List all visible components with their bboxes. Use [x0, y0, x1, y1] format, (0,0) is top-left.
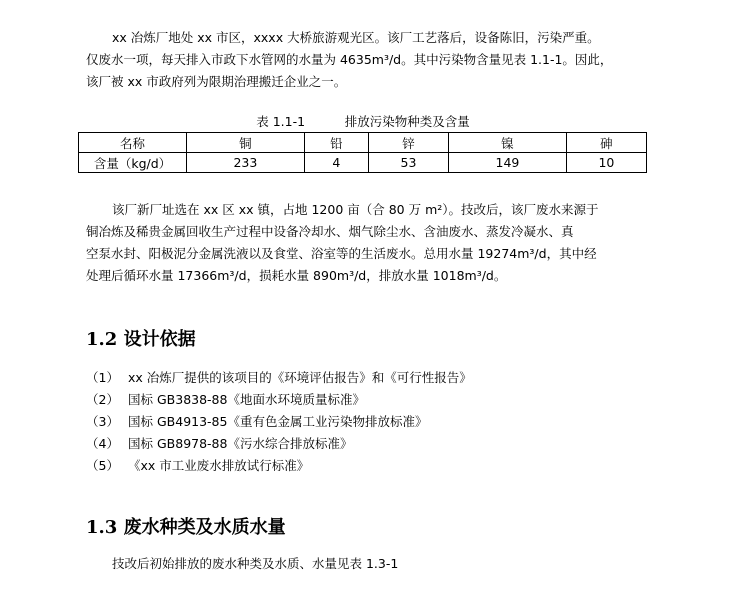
list-item — [86, 411, 472, 433]
section-heading-wastewater-types: 1.3 废水种类及水质水量 — [86, 517, 286, 538]
intro-line: xx 冶炼厂地处 xx 市区，xxxx 大桥旅游观光区。该厂工艺落后，设备陈旧，污染严重。 — [112, 30, 600, 45]
table-header-cell: 锌 — [368, 133, 448, 153]
table-header-cell: 铅 — [304, 133, 368, 153]
section-heading-design-basis: 1.2 设计依据 — [86, 329, 196, 350]
section-body-text: 技改后初始排放的废水种类及水质、水量见表 1.3-1 — [112, 556, 399, 571]
list-item-number: （1） — [86, 370, 119, 385]
list-item — [86, 389, 472, 411]
list-item-number: （3） — [86, 414, 119, 429]
relocation-line: 处理后循环水量 17366m³/d，损耗水量 890m³/d，排放水量 1018m³/d。 — [86, 268, 507, 283]
table-header-cell: 铜 — [187, 133, 305, 153]
list-item — [86, 455, 472, 477]
table-cell: 含量（kg/d） — [79, 153, 187, 173]
table-header-cell: 砷 — [566, 133, 646, 153]
intro-line: 仅废水一项，每天排入市政下水管网的水量为 4635m³/d。其中污染物含量见表 1.1-1。因此， — [86, 52, 613, 67]
table-cell: 10 — [566, 153, 646, 173]
table-header-cell: 名称 — [79, 133, 187, 153]
table-header-cell: 镍 — [449, 133, 567, 153]
table-caption: 表 1.1-1 排放污染物种类及含量 — [256, 114, 470, 129]
intro-line: 该厂被 xx 市政府列为限期治理搬迁企业之一。 — [86, 74, 347, 89]
table-row — [79, 153, 647, 173]
relocation-line: 铜冶炼及稀贵金属回收生产过程中设备冷却水、烟气除尘水、含油废水、蒸发冷凝水、真 — [86, 224, 574, 239]
list-item-text: 国标 GB3838-88《地面水环境质量标准》 — [128, 392, 365, 407]
table-cell: 53 — [368, 153, 448, 173]
table-cell: 4 — [304, 153, 368, 173]
list-item-text: xx 冶炼厂提供的该项目的《环境评估报告》和《可行性报告》 — [128, 370, 472, 385]
relocation-line: 空泵水封、阳极泥分金属洗液以及食堂、浴室等的生活废水。总用水量 19274m³/d，其中经 — [86, 246, 597, 261]
relocation-line: 该厂新厂址选在 xx 区 xx 镇，占地 1200 亩（合 80 万 m²）。技改后，该厂废水来源于 — [112, 202, 599, 217]
reference-list — [86, 367, 472, 477]
pollutant-table — [78, 132, 647, 173]
list-item — [86, 367, 472, 389]
list-item-text: 国标 GB4913-85《重有色金属工业污染物排放标准》 — [128, 414, 428, 429]
list-item-number: （2） — [86, 392, 119, 407]
list-item-text: 《xx 市工业废水排放试行标准》 — [128, 458, 310, 473]
list-item — [86, 433, 472, 455]
intro-paragraph — [86, 27, 646, 93]
table-cell: 233 — [187, 153, 305, 173]
table-header-row — [79, 133, 647, 153]
list-item-number: （5） — [86, 458, 119, 473]
list-item-number: （4） — [86, 436, 119, 451]
table-cell: 149 — [449, 153, 567, 173]
relocation-paragraph — [86, 199, 646, 287]
list-item-text: 国标 GB8978-88《污水综合排放标准》 — [128, 436, 353, 451]
